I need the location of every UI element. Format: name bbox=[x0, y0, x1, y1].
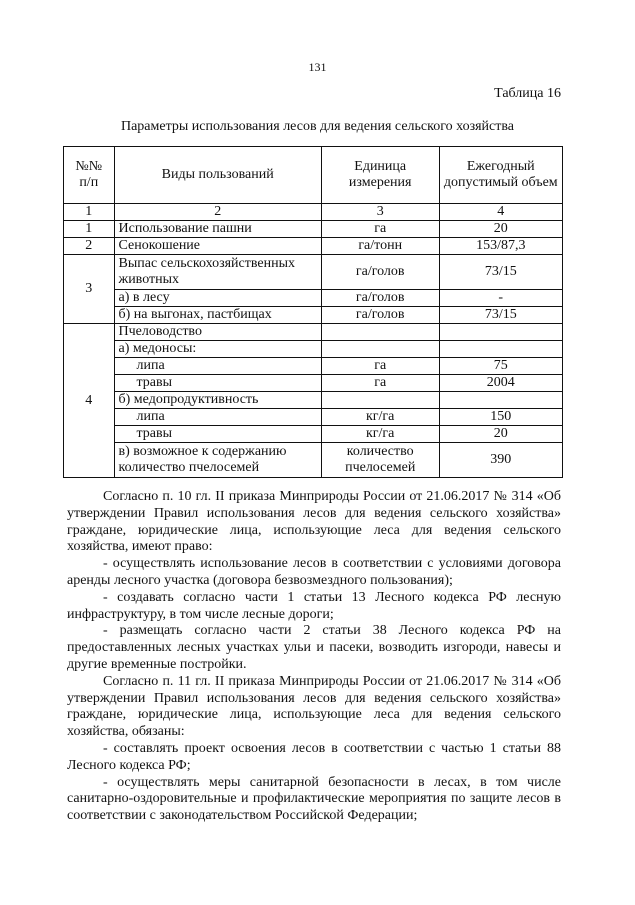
row-unit bbox=[321, 324, 439, 341]
row-volume: - bbox=[439, 290, 562, 307]
header-num: №№ п/п bbox=[64, 147, 115, 204]
row-volume bbox=[439, 392, 562, 409]
row-unit bbox=[321, 392, 439, 409]
row-kind: а) в лесу bbox=[114, 290, 321, 307]
table-title: Параметры использования лесов для ведения сельского хозяйства bbox=[120, 119, 514, 134]
table-row bbox=[64, 426, 563, 443]
row-kind: травы bbox=[114, 375, 321, 392]
table-row bbox=[64, 392, 563, 409]
row-volume bbox=[439, 324, 562, 341]
row-volume: 73/15 bbox=[439, 255, 562, 290]
paragraph: - создавать согласно части 1 статьи 13 Лесного кодекса РФ лесную инфраструктуру, в том числе лесные дороги; bbox=[67, 589, 561, 622]
table-row bbox=[64, 324, 563, 341]
row-kind: Сенокошение bbox=[114, 238, 321, 255]
table-row bbox=[64, 341, 563, 358]
header-volume: Ежегодный допустимый объем bbox=[439, 147, 562, 204]
table-row bbox=[64, 409, 563, 426]
col-number: 2 bbox=[114, 204, 321, 221]
row-kind: а) медоносы: bbox=[114, 341, 321, 358]
page-number: 131 bbox=[308, 60, 327, 74]
row-volume: 75 bbox=[439, 358, 562, 375]
column-number-row bbox=[64, 204, 563, 221]
table-row bbox=[64, 307, 563, 324]
row-unit: га bbox=[321, 375, 439, 392]
row-unit bbox=[321, 341, 439, 358]
row-volume: 390 bbox=[439, 443, 562, 478]
paragraph: Согласно п. 10 гл. II приказа Минприроды России от 21.06.2017 № 314 «Об утверждении Правил использования лесов для ведения сельского хозяйства» граждане, юридические лица, использующие леса для ведения сельского хозяйства, имеют право: bbox=[67, 489, 561, 555]
table-row bbox=[64, 290, 563, 307]
row-kind: Использование пашни bbox=[114, 221, 321, 238]
paragraph: - размещать согласно части 2 статьи 38 Лесного кодекса РФ на предоставленных лесных участках ульи и пасеки, возводить изгороди, навесы и другие временные постройки. bbox=[67, 623, 561, 672]
row-unit: га/голов bbox=[321, 255, 439, 290]
row-kind: Пчеловодство bbox=[114, 324, 321, 341]
col-number: 3 bbox=[321, 204, 439, 221]
row-unit: кг/га bbox=[321, 426, 439, 443]
table-row bbox=[64, 221, 563, 238]
row-volume: 73/15 bbox=[439, 307, 562, 324]
table-row bbox=[64, 255, 563, 290]
header-unit: Единица измерения bbox=[321, 147, 439, 204]
table-label: Таблица 16 bbox=[494, 86, 561, 101]
row-volume: 20 bbox=[439, 426, 562, 443]
row-unit: га/тонн bbox=[321, 238, 439, 255]
row-kind: б) на выгонах, пастбищах bbox=[114, 307, 321, 324]
body-text bbox=[67, 489, 561, 825]
row-volume bbox=[439, 341, 562, 358]
row-kind: в) возможное к содержанию количество пчелосемей bbox=[114, 443, 321, 478]
col-number: 4 bbox=[439, 204, 562, 221]
row-volume: 153/87,3 bbox=[439, 238, 562, 255]
row-unit: га/голов bbox=[321, 307, 439, 324]
parameters-table bbox=[63, 146, 563, 478]
row-unit: количество пчелосемей bbox=[321, 443, 439, 478]
row-kind: травы bbox=[114, 426, 321, 443]
table-row bbox=[64, 443, 563, 478]
row-volume: 150 bbox=[439, 409, 562, 426]
row-volume: 2004 bbox=[439, 375, 562, 392]
row-unit: га bbox=[321, 221, 439, 238]
table-row bbox=[64, 375, 563, 392]
paragraph: - осуществлять использование лесов в соответствии с условиями договора аренды лесного участка (договора безвозмездного пользования); bbox=[67, 556, 561, 588]
paragraph: - осуществлять меры санитарной безопасности в лесах, в том числе санитарно-оздоровительные и профилактические мероприятия по защите лесов в соответствии с законодательством Российской Федерации; bbox=[67, 774, 561, 824]
row-num: 3 bbox=[64, 255, 115, 324]
table-row bbox=[64, 238, 563, 255]
table-row bbox=[64, 358, 563, 375]
row-kind: Выпас сельскохозяйственных животных bbox=[114, 255, 321, 290]
row-volume: 20 bbox=[439, 221, 562, 238]
paragraph: - составлять проект освоения лесов в соответствии с частью 1 статьи 88 Лесного кодекса РФ; bbox=[67, 740, 561, 773]
header-kind: Виды пользований bbox=[114, 147, 321, 204]
row-unit: га/голов bbox=[321, 290, 439, 307]
row-num: 4 bbox=[64, 324, 115, 478]
row-kind: липа bbox=[114, 409, 321, 426]
row-num: 1 bbox=[64, 221, 115, 238]
col-number: 1 bbox=[64, 204, 115, 221]
row-kind: липа bbox=[114, 358, 321, 375]
row-unit: га bbox=[321, 358, 439, 375]
row-kind: б) медопродуктивность bbox=[114, 392, 321, 409]
row-num: 2 bbox=[64, 238, 115, 255]
row-unit: кг/га bbox=[321, 409, 439, 426]
table-header-row bbox=[64, 147, 563, 204]
paragraph: Согласно п. 11 гл. II приказа Минприроды России от 21.06.2017 № 314 «Об утверждении Правил использования лесов для ведения сельского хозяйства» граждане, юридические лица, использующие леса для ведения сельского хозяйства, обязаны: bbox=[67, 673, 561, 740]
